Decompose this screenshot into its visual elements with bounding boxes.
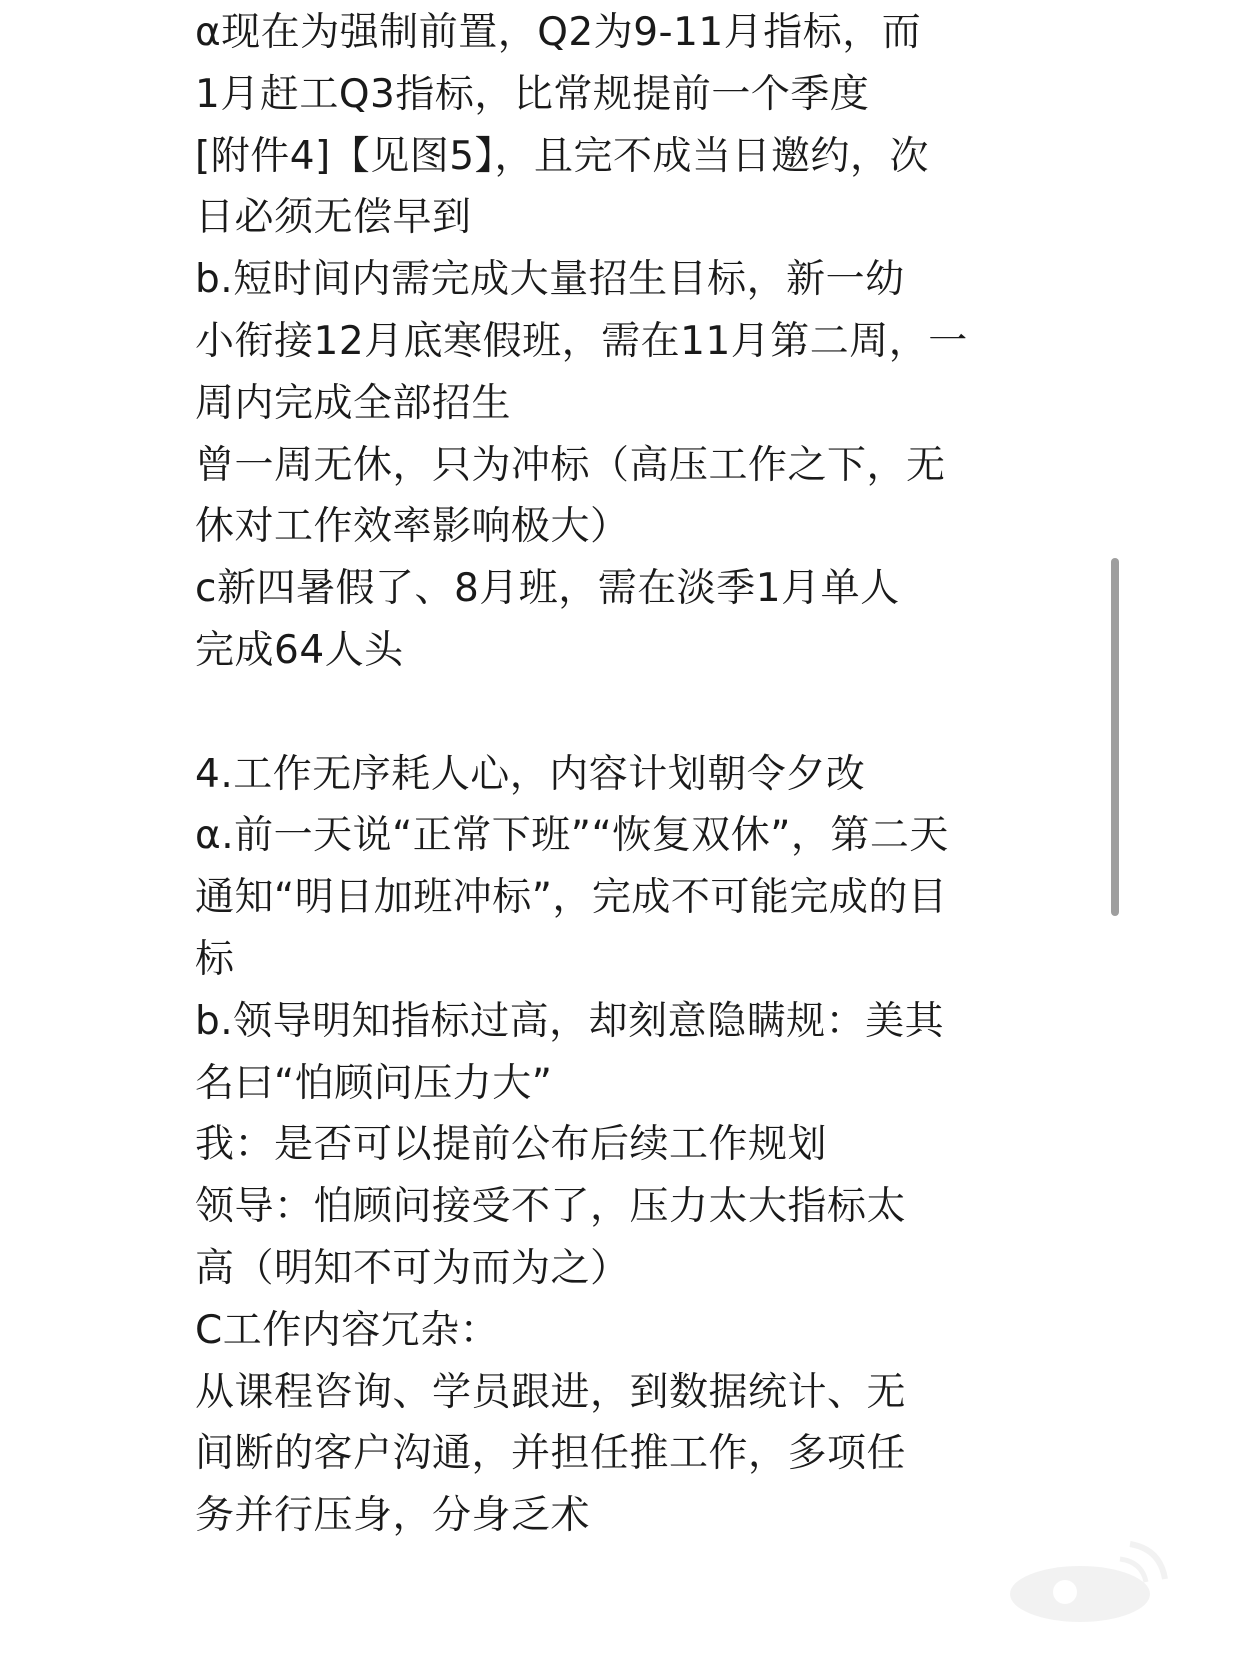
note-line: 休对工作效率影响极大） xyxy=(195,504,630,550)
note-line: 小衔接12月底寒假班，需在11月第二周，一 xyxy=(195,318,968,364)
note-line: α现在为强制前置，Q2为9-11月指标，而 xyxy=(195,10,922,55)
note-body xyxy=(195,2,1075,1547)
note-line: 曾一周无休，只为冲标（高压工作之下，无 xyxy=(195,442,946,488)
note-line: 通知“明日加班冲标”，完成不可能完成的目 xyxy=(195,875,948,921)
note-line: 周内完成全部招生 xyxy=(195,380,512,426)
note-line: [附件4]【见图5】，且完不成当日邀约，次 xyxy=(195,133,930,179)
note-line: C工作内容冗杂： xyxy=(195,1307,500,1353)
note-line: 从课程咨询、学员跟进，到数据统计、无 xyxy=(195,1369,907,1415)
note-line: c新四暑假了、8月班，需在淡季1月单人 xyxy=(195,566,900,612)
note-line: 名曰“怕顾问压力大” xyxy=(195,1060,553,1106)
note-line: b.短时间内需完成大量招生目标，新一幼 xyxy=(195,257,905,303)
note-line: 完成64人头 xyxy=(195,627,404,673)
note-line: 我：是否可以提前公布后续工作规划 xyxy=(195,1122,828,1168)
watermark-icon xyxy=(960,1524,1220,1634)
note-line: α.前一天说“正常下班”“恢复双休”，第二天 xyxy=(195,813,949,859)
section-heading: 4.工作无序耗人心，内容计划朝令夕改 xyxy=(195,751,866,797)
note-line: 1月赶工Q3指标，比常规提前一个季度 xyxy=(195,71,870,117)
note-line: 务并行压身，分身乏术 xyxy=(195,1493,591,1539)
note-line: 标 xyxy=(195,936,235,982)
note-line: 领导：怕顾问接受不了，压力太大指标太 xyxy=(195,1184,907,1230)
note-line: 间断的客户沟通，并担任推工作，多项任 xyxy=(195,1431,907,1477)
note-line: 高（明知不可为而为之） xyxy=(195,1245,630,1291)
vertical-scrollbar[interactable] xyxy=(1111,558,1119,916)
note-line: 日必须无偿早到 xyxy=(195,195,472,241)
note-line: b.领导明知指标过高，却刻意隐瞒规：美其 xyxy=(195,998,945,1044)
paragraph-spacer xyxy=(195,682,1075,744)
